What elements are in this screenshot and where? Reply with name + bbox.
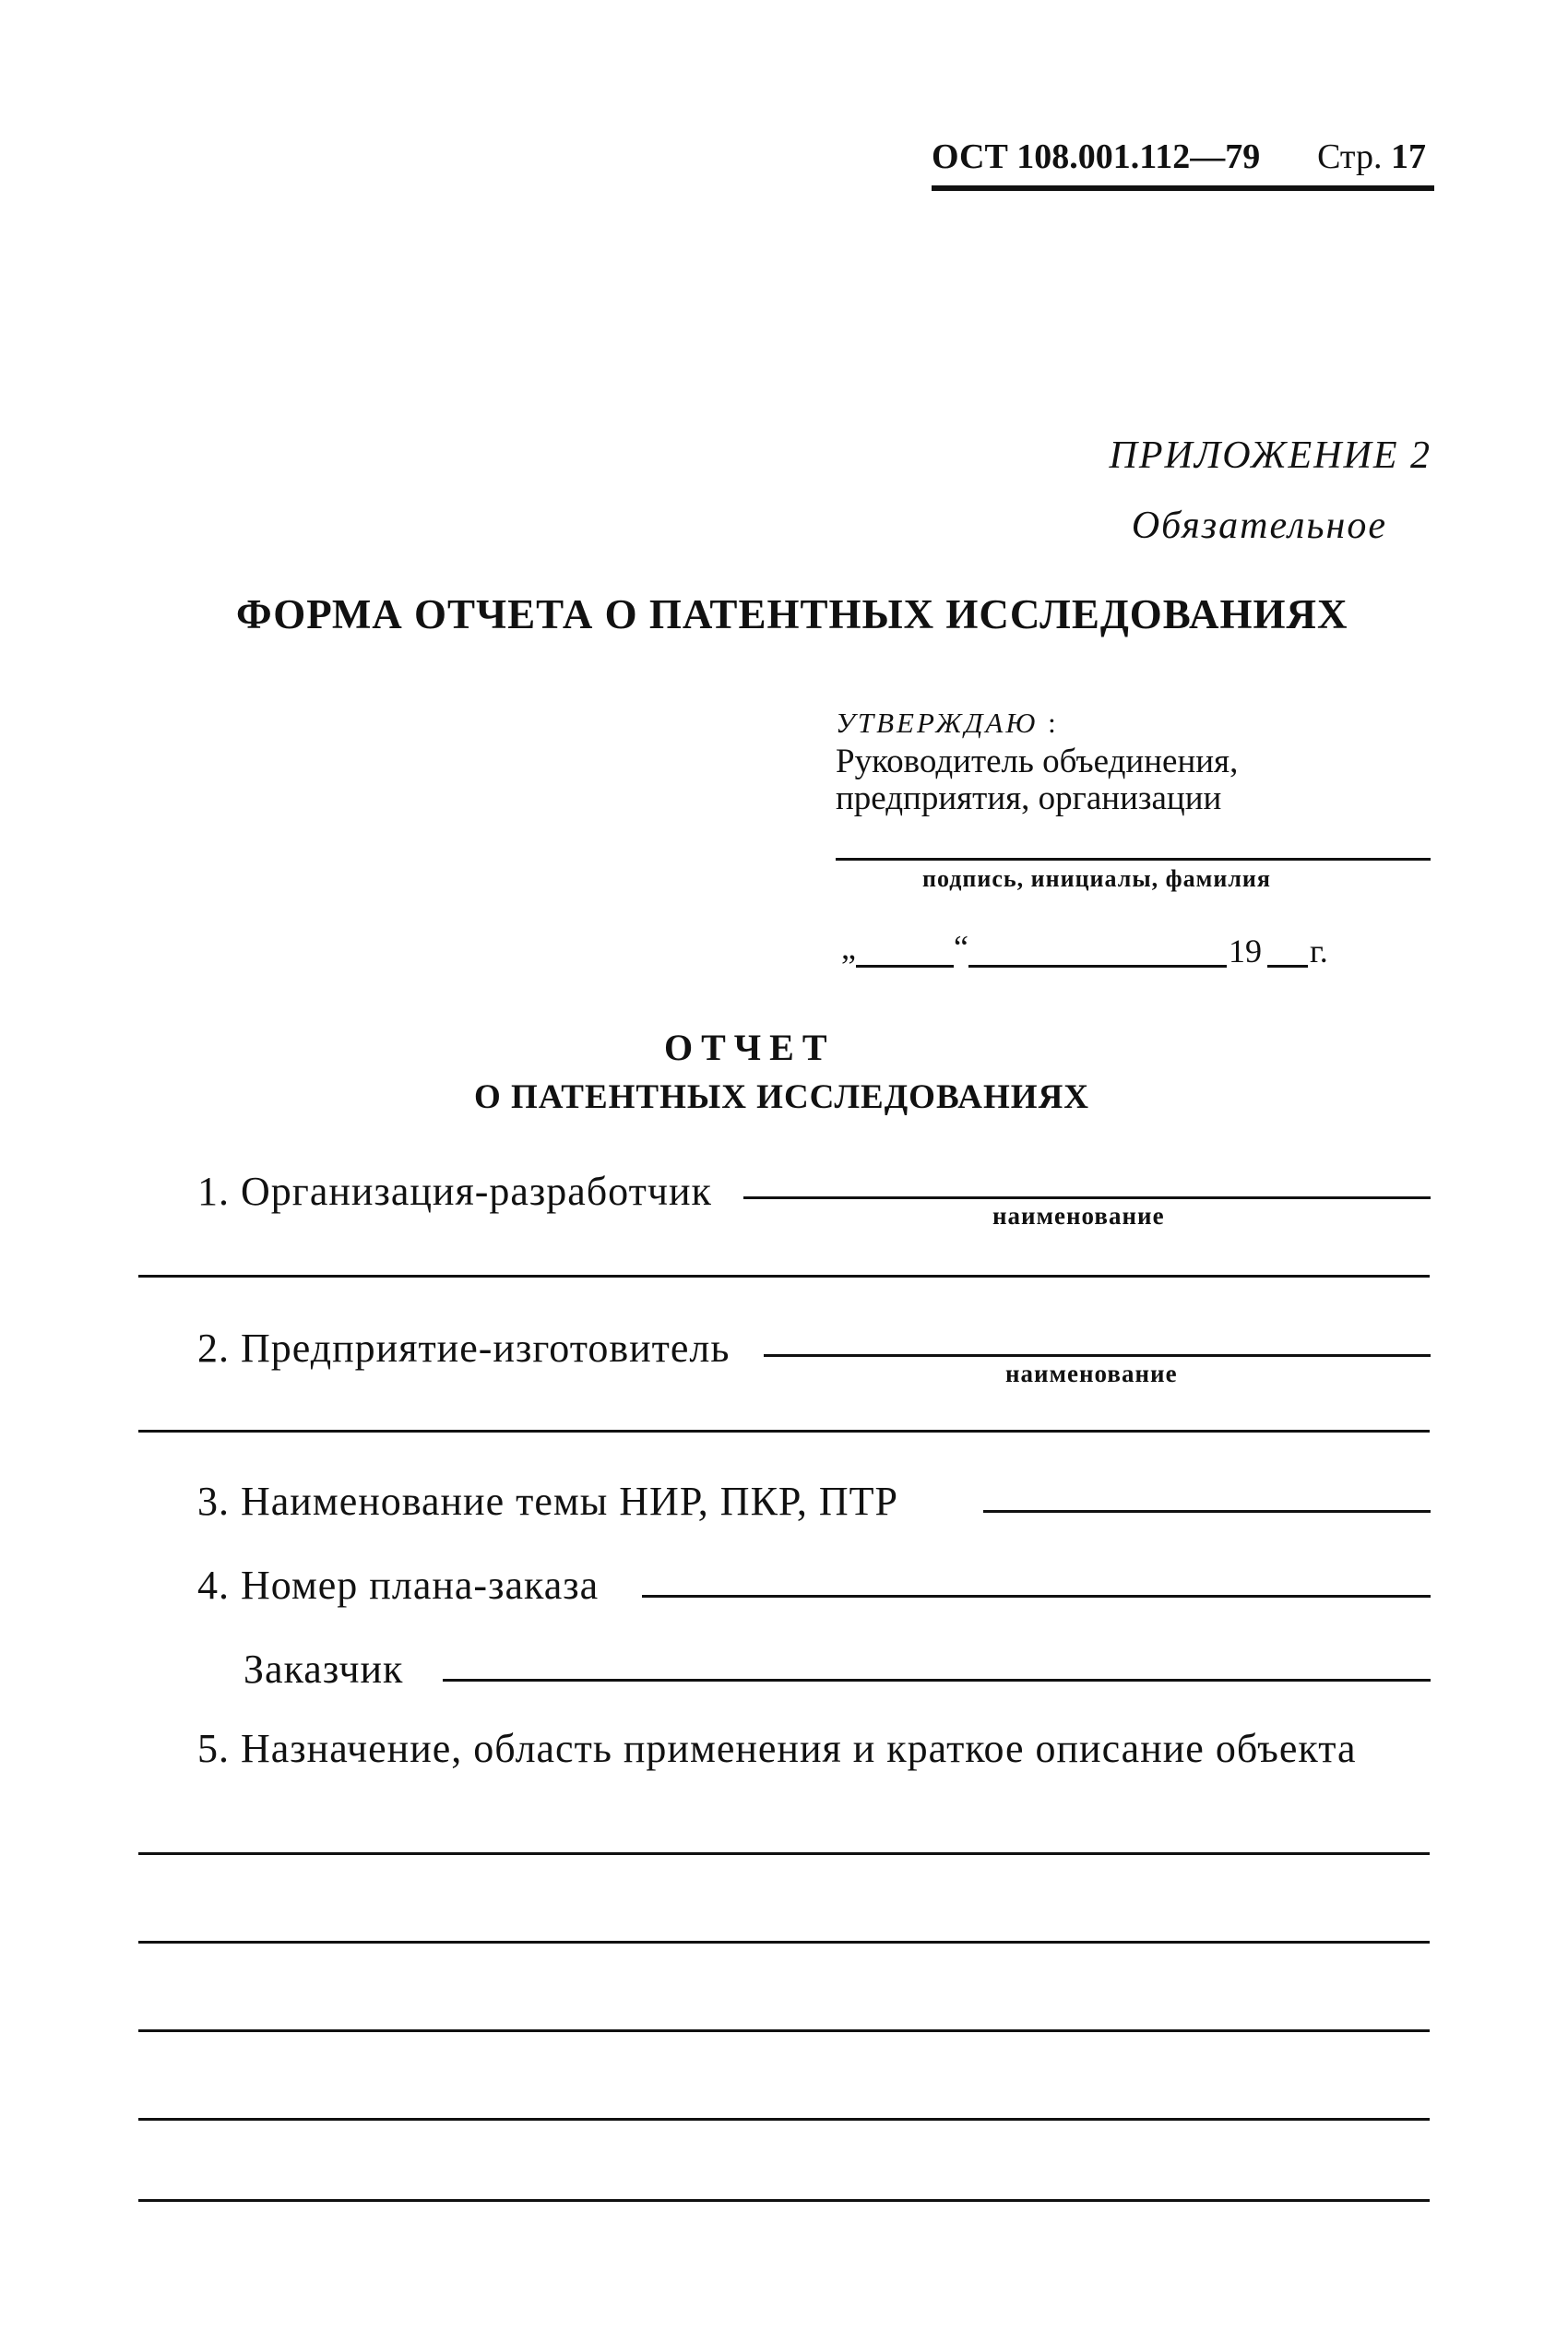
developer-extra-line[interactable] (138, 1275, 1430, 1278)
signature-caption: подпись, инициалы, фамилия (922, 865, 1271, 892)
topic-line[interactable] (983, 1510, 1431, 1513)
date-open-quote: „ (841, 929, 856, 966)
appendix-title: ПРИЛОЖЕНИЕ 2 (1109, 434, 1431, 477)
approver-position-line2: предприятия, организации (836, 779, 1222, 817)
purpose-line-1[interactable] (138, 1852, 1430, 1855)
signature-line[interactable] (836, 858, 1431, 861)
approval-label-text: УТВЕРЖДАЮ (836, 707, 1039, 739)
developer-name-line[interactable] (743, 1196, 1431, 1199)
approval-colon: : (1048, 707, 1056, 739)
developer-name-caption: наименование (992, 1202, 1165, 1230)
standard-code: ОСТ 108.001.112—79 (932, 137, 1261, 176)
date-year-prefix: 19 (1229, 933, 1262, 969)
plan-number-line[interactable] (642, 1595, 1431, 1598)
date-month-line[interactable] (968, 965, 1227, 968)
approver-position-line1: Руководитель объединения, (836, 743, 1239, 780)
header-rule (932, 185, 1434, 191)
page-indicator (1317, 137, 1426, 177)
manufacturer-extra-line[interactable] (138, 1430, 1430, 1433)
purpose-line-2[interactable] (138, 1941, 1430, 1944)
date-close-quote: “ (954, 929, 968, 966)
customer-label: Заказчик (244, 1647, 404, 1692)
date-year-line[interactable] (1267, 965, 1308, 968)
approver-position (836, 743, 1238, 817)
purpose-line-4[interactable] (138, 2118, 1430, 2121)
customer-line[interactable] (443, 1679, 1431, 1682)
form-title: ФОРМА ОТЧЕТА О ПАТЕНТНЫХ ИССЛЕДОВАНИЯХ (236, 591, 1348, 637)
date-day-line[interactable] (856, 965, 954, 968)
purpose-line-5[interactable] (138, 2199, 1430, 2202)
manufacturer-name-caption: наименование (1005, 1360, 1178, 1387)
appendix-status: Обязательное (1131, 505, 1387, 547)
report-title: ОТЧЕТ (664, 1027, 836, 1068)
date-year-suffix: г. (1310, 933, 1328, 969)
manufacturer-name-line[interactable] (764, 1354, 1431, 1357)
page-number: 17 (1391, 137, 1426, 176)
item-manufacturer-label: 2. Предприятие-изготовитель (197, 1326, 731, 1371)
item-purpose-label: 5. Назначение, область применения и краткое описание объекта (197, 1726, 1357, 1771)
purpose-line-3[interactable] (138, 2029, 1430, 2032)
report-subtitle: О ПАТЕНТНЫХ ИССЛЕДОВАНИЯХ (474, 1078, 1090, 1116)
item-developer-label: 1. Организация-разработчик (197, 1169, 712, 1214)
item-plan-number-label: 4. Номер плана-заказа (197, 1563, 600, 1608)
approval-date (836, 929, 1431, 978)
page-label: Стр. (1317, 137, 1383, 176)
item-topic-label: 3. Наименование темы НИР, ПКР, ПТР (197, 1479, 899, 1524)
page-header (932, 137, 1430, 188)
approval-label (836, 707, 1056, 740)
